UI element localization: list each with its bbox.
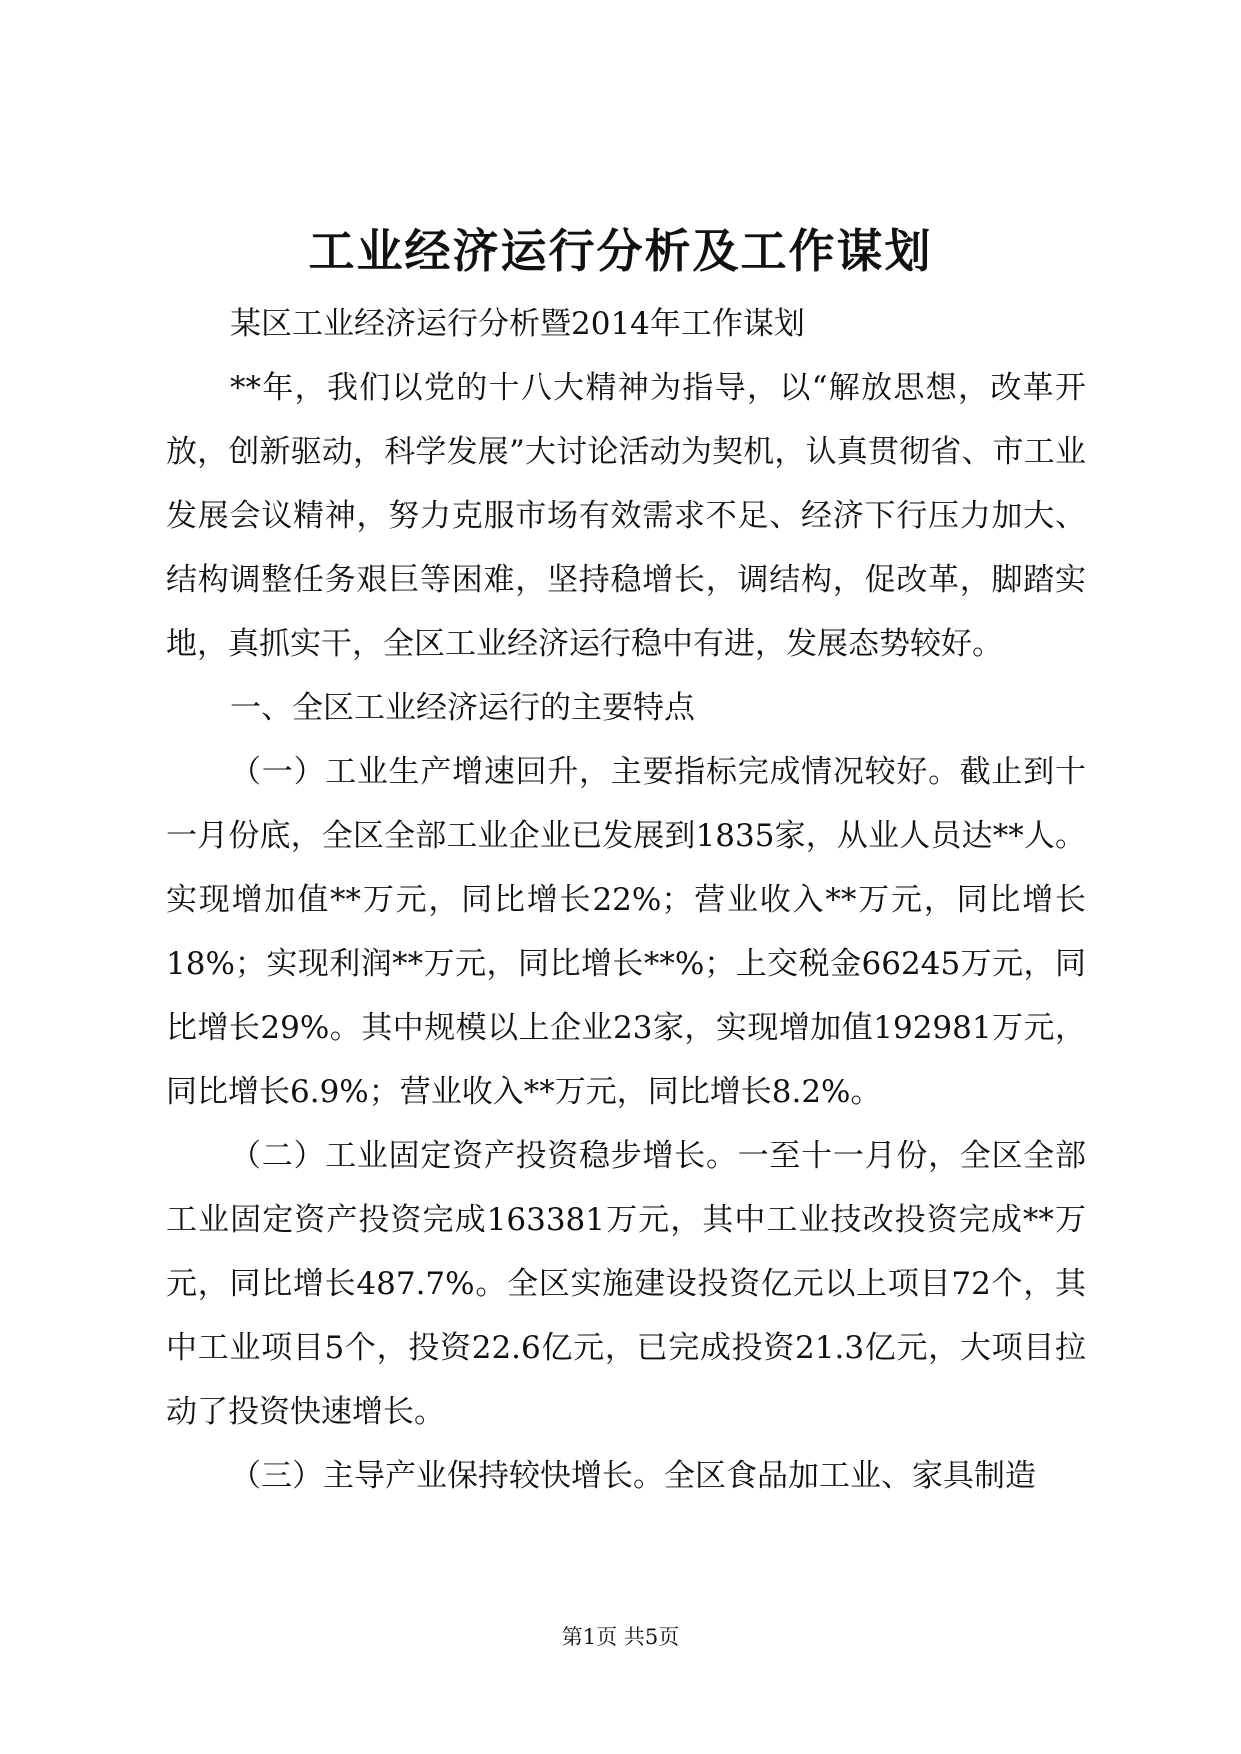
document-title: 工业经济运行分析及工作谋划 (308, 224, 933, 278)
section-3-paragraph: （三）主导产业保持较快增长。全区食品加工业、家具制造 (230, 1458, 1036, 1494)
section-2-paragraph: （二）工业固定资产投资稳步增长。一至十一月份，全区全部工业固定资产投资完成163381万元，其中工业技改投资完成**万元，同比增长487.7%。全区实施建设投资亿元以上项目72个，其中工业项目5个，投资22.6亿元，已完成投资21.3亿元，大项目拉动了投资快速增长。 (166, 1138, 1086, 1430)
page-number-footer: 第1页 共5页 (561, 1625, 680, 1649)
section-heading: 一、全区工业经济运行的主要特点 (230, 690, 695, 726)
intro-paragraph: **年，我们以党的十八大精神为指导，以“解放思想，改革开放，创新驱动，科学发展”大讨论活动为契机，认真贯彻省、市工业发展会议精神，努力克服市场有效需求不足、经济下行压力加大、结构调整任务艰巨等困难，坚持稳增长，调结构，促改革，脚踏实地，真抓实干，全区工业经济运行稳中有进，发展态势较好。 (166, 370, 1086, 662)
section-1-paragraph: （一）工业生产增速回升，主要指标完成情况较好。截止到十一月份底，全区全部工业企业已发展到1835家，从业人员达**人。实现增加值**万元，同比增长22%；营业收入**万元，同比增长18%；实现利润**万元，同比增长**%；上交税金66245万元，同比增长29%。其中规模以上企业23家，实现增加值192981万元，同比增长6.9%；营业收入**万元，同比增长8.2%。 (166, 754, 1086, 1110)
subtitle-paragraph: 某区工业经济运行分析暨2014年工作谋划 (230, 306, 805, 342)
document-body (166, 292, 1086, 1508)
